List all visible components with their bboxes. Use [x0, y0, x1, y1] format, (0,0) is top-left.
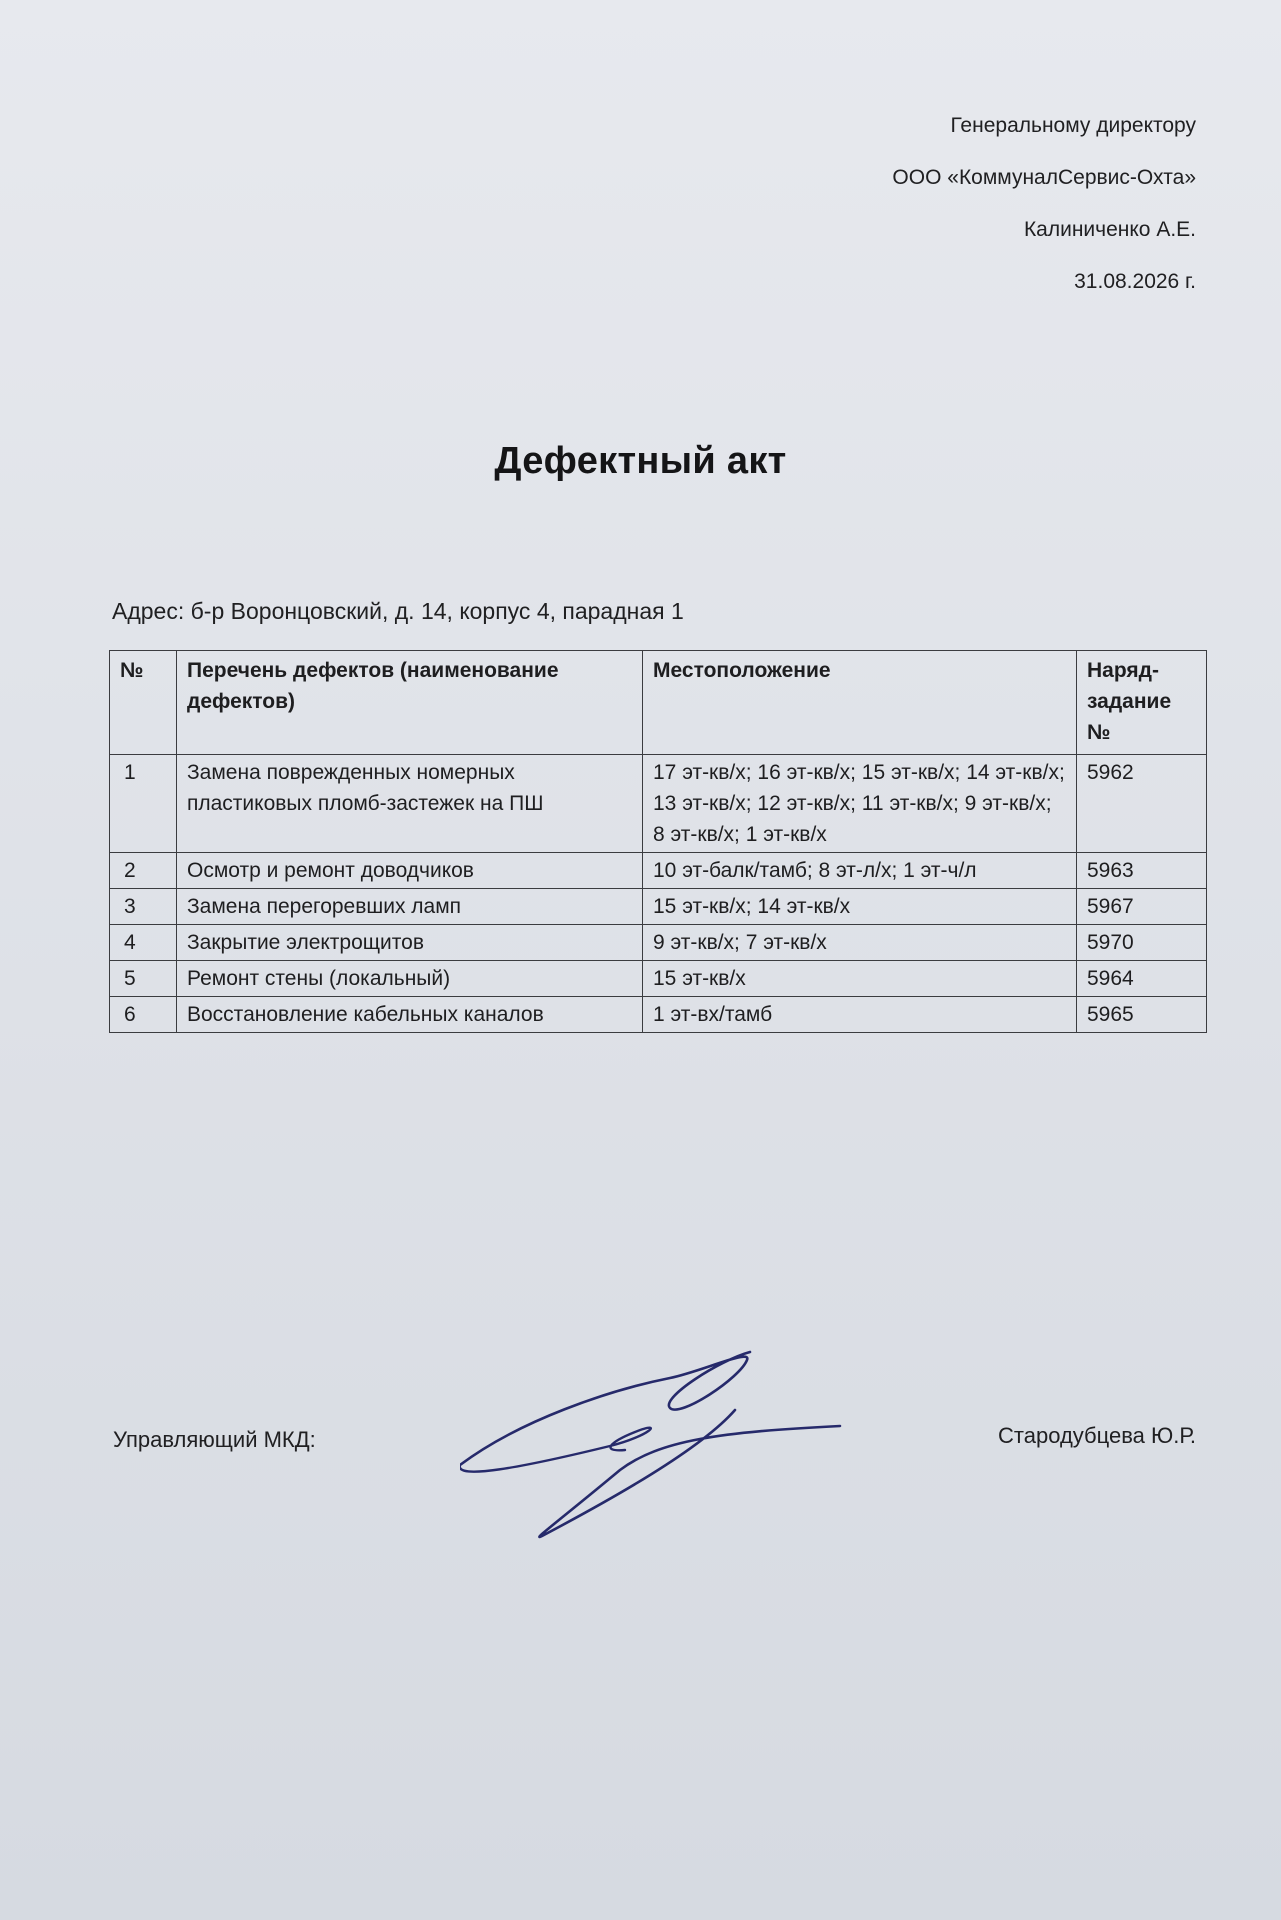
- signature-label: Управляющий МКД:: [113, 1427, 316, 1452]
- document-date: 31.08.2026 г.: [1074, 270, 1196, 293]
- row-work-order: 5964: [1077, 961, 1207, 997]
- table-row: [110, 853, 1207, 889]
- recipient-company: ООО «КоммуналСервис-Охта»: [892, 166, 1196, 189]
- recipient-position: Генеральному директору: [950, 114, 1196, 137]
- table-row: [110, 925, 1207, 961]
- table-row: [110, 961, 1207, 997]
- signature-stroke: [539, 1410, 840, 1537]
- row-work-order: 5965: [1077, 997, 1207, 1033]
- document-title: Дефектный акт: [494, 440, 787, 482]
- row-work-order: 5967: [1077, 889, 1207, 925]
- row-defect-name: Закрытие электрощитов: [177, 925, 643, 961]
- recipient-name: Калиниченко А.Е.: [1023, 218, 1196, 241]
- table-header-row: [110, 651, 1207, 755]
- header-location: Местоположение: [643, 651, 1077, 755]
- row-defect-name: Замена поврежденных номерных пластиковых пломб-застежек на ПШ: [177, 755, 643, 853]
- row-num: 6: [110, 997, 177, 1033]
- row-work-order: 5962: [1077, 755, 1207, 853]
- header-work-order: Наряд-задание №: [1077, 651, 1207, 755]
- row-num: 4: [110, 925, 177, 961]
- address-line: Адрес: б-р Воронцовский, д. 14, корпус 4, парадная 1: [112, 598, 684, 624]
- row-defect-name: Восстановление кабельных каналов: [177, 997, 643, 1033]
- table-row: [110, 997, 1207, 1033]
- row-defect-name: Ремонт стены (локальный): [177, 961, 643, 997]
- row-num: 3: [110, 889, 177, 925]
- row-work-order: 5963: [1077, 853, 1207, 889]
- handwritten-signature: [460, 1340, 850, 1550]
- defects-table: [109, 650, 1207, 1033]
- row-num: 1: [110, 755, 177, 853]
- row-defect-name: Замена перегоревших ламп: [177, 889, 643, 925]
- table-row: [110, 755, 1207, 853]
- table-row: [110, 889, 1207, 925]
- header-num: №: [110, 651, 177, 755]
- row-num: 2: [110, 853, 177, 889]
- signature-stroke: [460, 1428, 651, 1472]
- row-location: 17 эт-кв/х; 16 эт-кв/х; 15 эт-кв/х; 14 эт-кв/х; 13 эт-кв/х; 12 эт-кв/х; 11 эт-кв/х; 9 эт-кв/х; 8 эт-кв/х; 1 эт-кв/х: [643, 755, 1077, 853]
- row-location: 15 эт-кв/х: [643, 961, 1077, 997]
- signatory-name: Стародубцева Ю.Р.: [998, 1423, 1196, 1448]
- row-defect-name: Осмотр и ремонт доводчиков: [177, 853, 643, 889]
- row-location: 10 эт-балк/тамб; 8 эт-л/х; 1 эт-ч/л: [643, 853, 1077, 889]
- row-location: 9 эт-кв/х; 7 эт-кв/х: [643, 925, 1077, 961]
- row-num: 5: [110, 961, 177, 997]
- row-location: 1 эт-вх/тамб: [643, 997, 1077, 1033]
- row-location: 15 эт-кв/х; 14 эт-кв/х: [643, 889, 1077, 925]
- header-defect-name: Перечень дефектов (наименование дефектов): [177, 651, 643, 755]
- row-work-order: 5970: [1077, 925, 1207, 961]
- recipient-block: [892, 100, 1196, 308]
